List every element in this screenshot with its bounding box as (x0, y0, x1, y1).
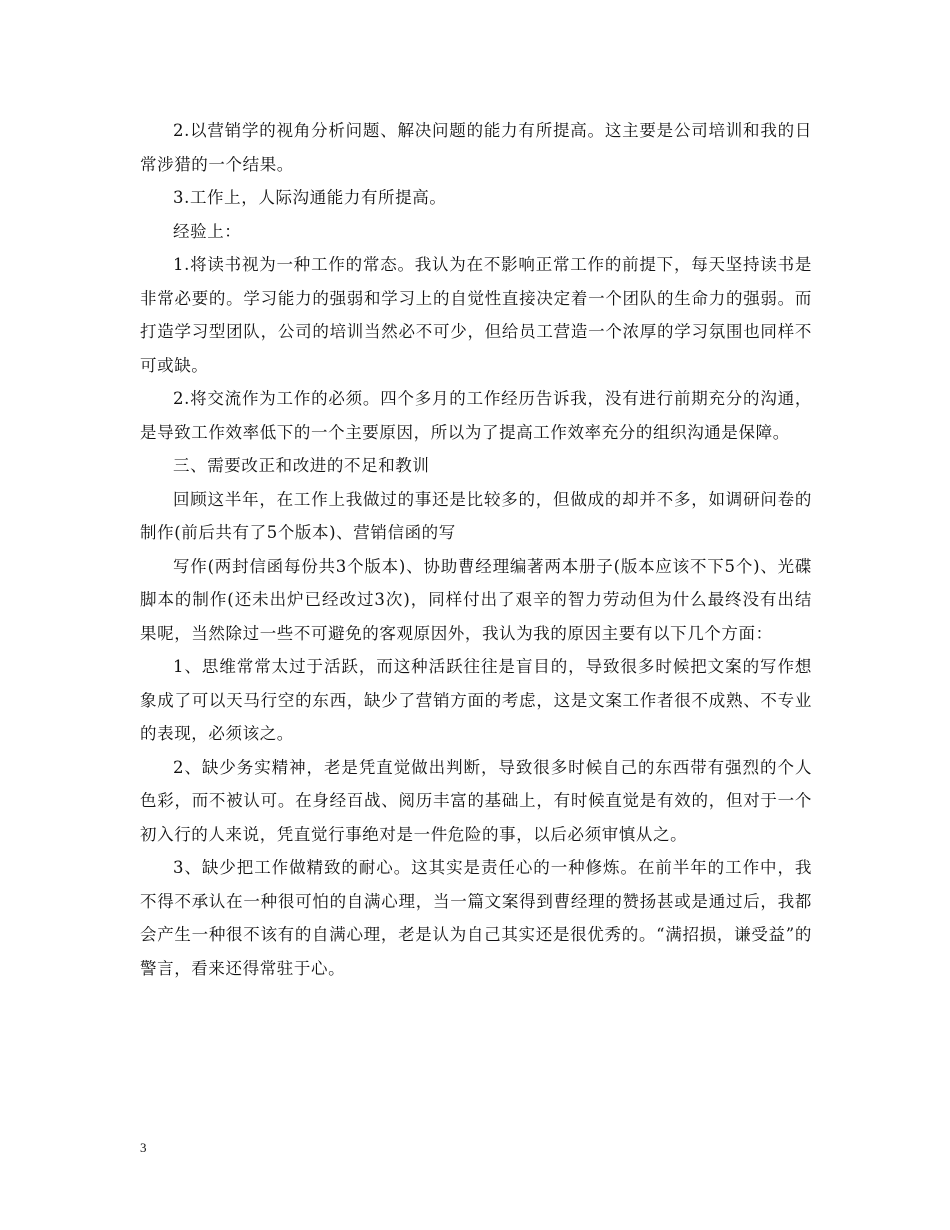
paragraph-shortcoming-2: 2、缺少务实精神，老是凭直觉做出判断，导致很多时候自己的东西带有强烈的个人色彩，而不被认可。在身经百战、阅历丰富的基础上，有时候直觉是有效的，但对于一个初入行的人来说，凭直觉行事绝对是一件危险的事，以后必须审慎从之。 (140, 757, 812, 844)
paragraph-experience-reading: 1.将读书视为一种工作的常态。我认为在不影响正常工作的前提下，每天坚持读书是非常必要的。学习能力的强弱和学习上的自觉性直接决定着一个团队的生命力的强弱。而打造学习型团队，公司的培训当然必不可少，但给员工营造一个浓厚的学习氛围也同样不可或缺。 (140, 255, 812, 375)
paragraph-shortcoming-3: 3、缺少把工作做精致的耐心。这其实是责任心的一种修炼。在前半年的工作中，我不得不承认在一种很可怕的自满心理，当一篇文案得到曹经理的赞扬甚或是通过后，我都会产生一种很不该有的自满心理，老是认为自己其实还是很优秀的。“满招损，谦受益”的警言，看来还得常驻于心。 (140, 858, 812, 978)
paragraph-shortcoming-1: 1、思维常常太过于活跃，而这种活跃往往是盲目的，导致很多时候把文案的写作想象成了可以天马行空的东西，缺少了营销方面的考虑，这是文案工作者很不成熟、不专业的表现，必须该之。 (140, 657, 812, 743)
section-heading-shortcomings: 三、需要改正和改进的不足和教训 (173, 456, 430, 475)
paragraph-review: 回顾这半年，在工作上我做过的事还是比较多的，但做成的却并不多，如调研问卷的制作(前后共有了5个版本)、营销信函的写 (140, 489, 812, 542)
paragraph-skill-communication: 3.工作上，人际沟通能力有所提高。 (173, 188, 447, 207)
paragraph-skill-marketing: 2.以营销学的视角分析问题、解决问题的能力有所提高。这主要是公司培训和我的日常涉猎的一个结果。 (140, 121, 812, 174)
page-number: 3 (140, 1140, 147, 1155)
document-body (140, 114, 812, 985)
paragraph-review-continued: 写作(两封信函每份共3个版本)、协助曹经理编著两本册子(版本应该不下5个)、光碟脚本的制作(还未出炉已经改过3次)，同样付出了艰辛的智力劳动但为什么最终没有出结果呢，当然除过一些不可避免的客观原因外，我认为我的原因主要有以下几个方面： (140, 556, 812, 643)
paragraph-experience-heading: 经验上： (173, 221, 242, 241)
paragraph-experience-exchange: 2.将交流作为工作的必须。四个多月的工作经历告诉我，没有进行前期充分的沟通，是导致工作效率低下的一个主要原因，所以为了提高工作效率充分的组织沟通是保障。 (140, 389, 812, 442)
